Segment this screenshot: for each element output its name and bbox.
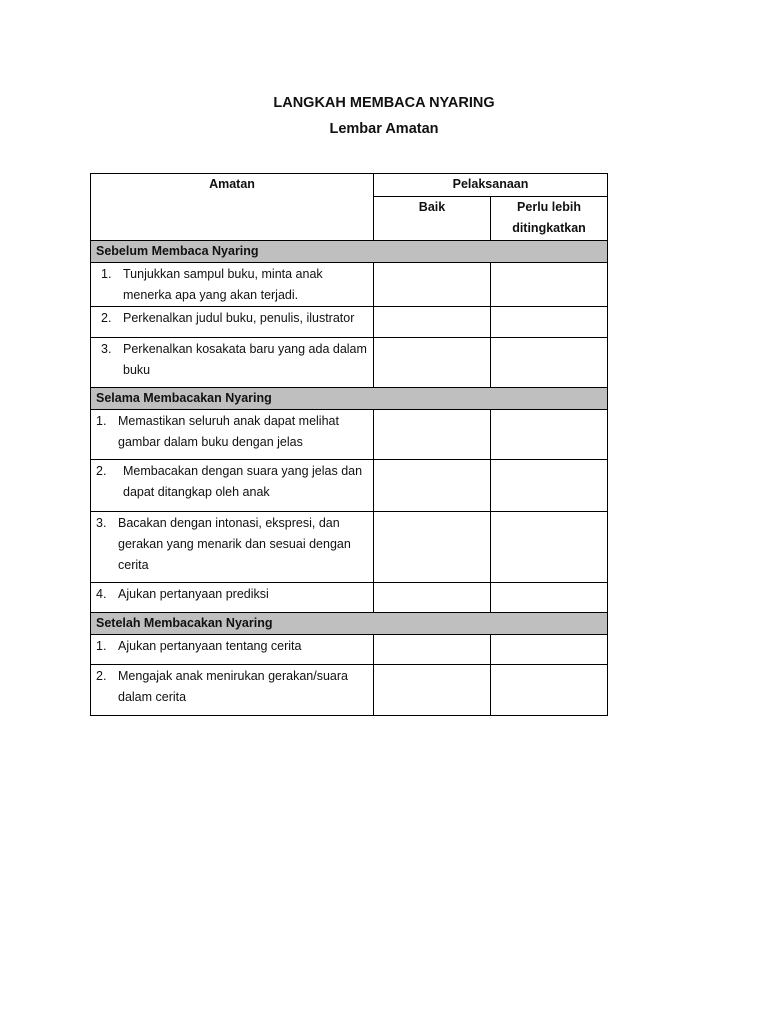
baik-checkbox-cell[interactable]: [374, 635, 491, 665]
baik-checkbox-cell[interactable]: [374, 665, 491, 716]
item-cell: [91, 263, 374, 307]
item-text: Tunjukkan sampul buku, minta anak menerka apa yang akan terjadi.: [123, 267, 323, 302]
page-title: LANGKAH MEMBACA NYARING: [273, 95, 495, 111]
perlu-checkbox-cell[interactable]: [491, 583, 608, 613]
table-row: [91, 460, 608, 512]
perlu-checkbox-cell[interactable]: [491, 338, 608, 388]
item-number: 4.: [96, 587, 107, 601]
item-cell: [91, 307, 374, 338]
baik-checkbox-cell[interactable]: [374, 410, 491, 460]
table-row: [91, 307, 608, 338]
perlu-checkbox-cell[interactable]: [491, 307, 608, 338]
section-title: Sebelum Membaca Nyaring: [91, 241, 608, 263]
item-number: 2.: [96, 464, 107, 478]
item-text: Perkenalkan kosakata baru yang ada dalam buku: [123, 342, 367, 377]
baik-checkbox-cell[interactable]: [374, 460, 491, 512]
item-number: 1.: [101, 267, 112, 281]
item-number: 3.: [96, 516, 107, 530]
perlu-checkbox-cell[interactable]: [491, 460, 608, 512]
header-baik: Baik: [374, 197, 491, 241]
item-text: Perkenalkan judul buku, penulis, ilustrator: [123, 311, 355, 325]
table-row: [91, 665, 608, 716]
item-text: Membacakan dengan suara yang jelas dan dapat ditangkap oleh anak: [123, 464, 363, 499]
baik-checkbox-cell[interactable]: [374, 263, 491, 307]
perlu-checkbox-cell[interactable]: [491, 263, 608, 307]
item-cell: [91, 410, 374, 460]
section-title: Selama Membacakan Nyaring: [91, 388, 608, 410]
table-row: [91, 410, 608, 460]
item-cell: [91, 665, 374, 716]
item-text: Memastikan seluruh anak dapat melihat gambar dalam buku dengan jelas: [118, 414, 339, 449]
item-cell: [91, 338, 374, 388]
observation-table: [90, 173, 608, 716]
header-pelaksanaan: Pelaksanaan: [374, 174, 608, 197]
baik-checkbox-cell[interactable]: [374, 512, 491, 583]
list-item: [91, 460, 373, 503]
perlu-checkbox-cell[interactable]: [491, 512, 608, 583]
perlu-checkbox-cell[interactable]: [491, 410, 608, 460]
item-number: 3.: [101, 342, 112, 356]
table-row: [91, 338, 608, 388]
item-text: Mengajak anak menirukan gerakan/suara dalam cerita: [118, 669, 348, 704]
item-text: Ajukan pertanyaan prediksi: [118, 587, 269, 601]
item-number: 2.: [101, 311, 112, 325]
item-number: 2.: [96, 669, 107, 683]
perlu-checkbox-cell[interactable]: [491, 665, 608, 716]
list-item: [91, 410, 373, 453]
header-perlu-line2: ditingkatkan: [512, 221, 586, 236]
section-row-sebelum: [91, 241, 608, 263]
list-item: [91, 307, 373, 329]
table-row: [91, 263, 608, 307]
list-item: [91, 665, 373, 708]
section-title: Setelah Membacakan Nyaring: [91, 613, 608, 635]
table-header-row: [91, 174, 608, 197]
table-row: [91, 583, 608, 613]
item-cell: [91, 635, 374, 665]
item-text: Bacakan dengan intonasi, ekspresi, dan gerakan yang menarik dan sesuai dengan cerita: [118, 516, 351, 572]
page-subtitle: Lembar Amatan: [329, 121, 439, 137]
section-row-setelah: [91, 613, 608, 635]
table-row: [91, 635, 608, 665]
list-item: [91, 635, 373, 657]
item-number: 1.: [96, 639, 107, 653]
baik-checkbox-cell[interactable]: [374, 338, 491, 388]
baik-checkbox-cell[interactable]: [374, 307, 491, 338]
perlu-checkbox-cell[interactable]: [491, 635, 608, 665]
item-cell: [91, 583, 374, 613]
item-cell: [91, 512, 374, 583]
header-perlu-line1: Perlu lebih: [517, 200, 581, 215]
list-item: [91, 263, 373, 306]
list-item: [91, 338, 373, 381]
baik-checkbox-cell[interactable]: [374, 583, 491, 613]
section-row-selama: [91, 388, 608, 410]
table-row: [91, 512, 608, 583]
header-perlu-lebih-ditingkatkan: [491, 197, 608, 241]
item-cell: [91, 460, 374, 512]
header-amatan: Amatan: [91, 174, 374, 241]
item-number: 1.: [96, 414, 107, 428]
list-item: [91, 512, 373, 576]
item-text: Ajukan pertanyaan tentang cerita: [118, 639, 302, 653]
list-item: [91, 583, 373, 605]
